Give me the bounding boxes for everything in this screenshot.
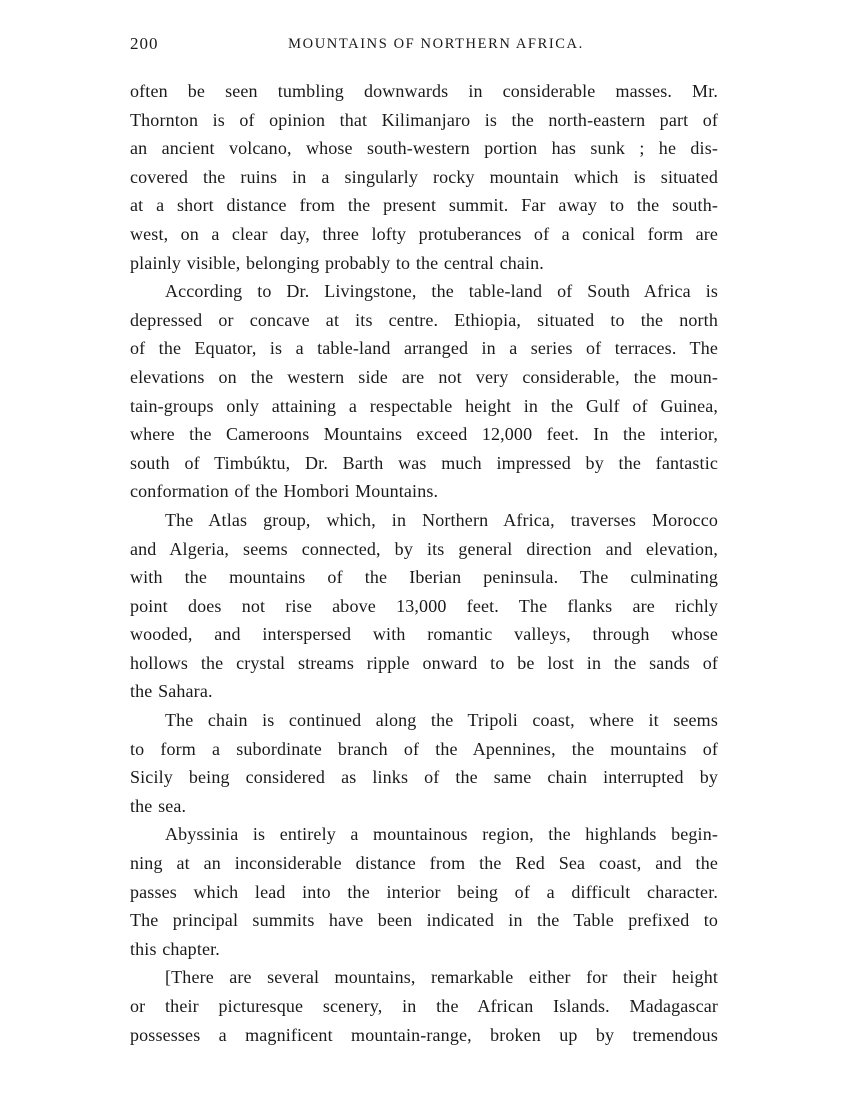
text-line: plainly visible, belonging probably to the central chain. — [130, 252, 544, 273]
text-line: conformation of the Hombori Mountains. — [130, 481, 439, 502]
text-line: west, on a clear day, three lofty protuberances of a conical form are — [130, 223, 718, 244]
text-line: elevations on the western side are not very considerable, the moun- — [130, 366, 718, 387]
text-line: point does not rise above 13,000 feet. The flanks are richly — [130, 595, 718, 616]
body-text — [130, 77, 718, 1049]
text-line: wooded, and interspersed with romantic valleys, through whose — [130, 624, 718, 645]
running-head — [130, 34, 718, 62]
text-line: The principal summits have been indicated in the Table prefixed to — [130, 910, 718, 931]
text-line: [There are several mountains, remarkable either for their height — [165, 967, 718, 988]
text-line: possesses a magnificent mountain-range, broken up by tremendous — [130, 1024, 718, 1045]
text-line: Abyssinia is entirely a mountainous region, the highlands begin- — [165, 824, 718, 845]
text-line: or their picturesque scenery, in the African Islands. Madagascar — [130, 996, 718, 1016]
text-line: and Algeria, seems connected, by its general direction and elevation, — [130, 538, 718, 559]
page-title: MOUNTAINS OF NORTHERN AFRICA. — [288, 36, 584, 52]
text-line: where the Cameroons Mountains exceed 12,000 feet. In the interior, — [130, 424, 718, 445]
text-line: the sea. — [130, 795, 187, 816]
text-line: Thornton is of opinion that Kilimanjaro is the north-eastern part of — [130, 109, 718, 130]
text-line: depressed or concave at its centre. Ethiopia, situated to the north — [130, 309, 718, 330]
text-line: The Atlas group, which, in Northern Africa, traverses Morocco — [165, 509, 718, 530]
text-line: Sicily being considered as links of the same chain interrupted by — [130, 767, 718, 788]
text-line: an ancient volcano, whose south-western portion has sunk ; he dis- — [130, 138, 718, 159]
text-line: passes which lead into the interior being of a difficult character. — [130, 881, 718, 902]
page-number: 200 — [130, 34, 159, 53]
text-line: to form a subordinate branch of the Apennines, the mountains of — [130, 738, 718, 759]
text-line: ning at an inconsiderable distance from the Red Sea coast, and the — [130, 853, 718, 874]
text-line: tain-groups only attaining a respectable height in the Gulf of Guinea, — [130, 395, 718, 416]
text-line: According to Dr. Livingstone, the table-land of South Africa is — [165, 281, 718, 302]
text-line: The chain is continued along the Tripoli coast, where it seems — [165, 710, 718, 731]
text-line: south of Timbúktu, Dr. Barth was much impressed by the fantastic — [130, 452, 718, 473]
text-line: this chapter. — [130, 938, 220, 959]
text-line: with the mountains of the Iberian peninsula. The culminating — [130, 567, 718, 588]
text-line: hollows the crystal streams ripple onward to be lost in the sands of — [130, 652, 718, 673]
text-line: covered the ruins in a singularly rocky mountain which is situated — [130, 166, 718, 187]
text-line: the Sahara. — [130, 681, 213, 702]
text-line: of the Equator, is a table-land arranged in a series of terraces. The — [130, 338, 718, 359]
text-line: at a short distance from the present summit. Far away to the south- — [130, 195, 718, 216]
text-line: often be seen tumbling downwards in considerable masses. Mr. — [130, 81, 718, 101]
